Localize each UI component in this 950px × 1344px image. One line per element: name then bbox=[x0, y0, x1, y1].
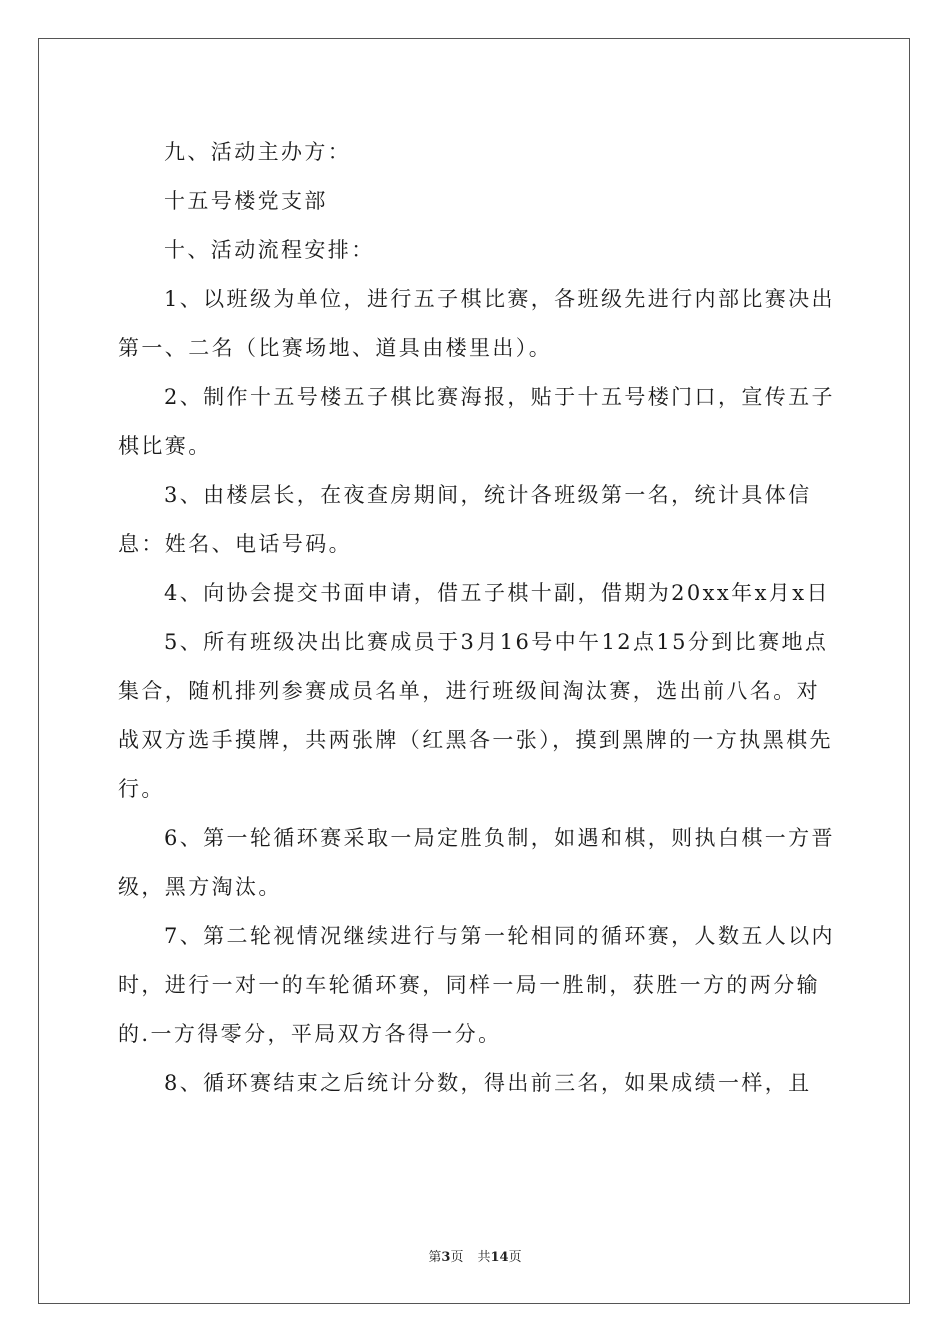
page-number-current: 3 bbox=[441, 1250, 451, 1265]
document-body bbox=[118, 128, 838, 1108]
paragraph-step-2: 2、制作十五号楼五子棋比赛海报，贴于十五号楼门口，宣传五子棋比赛。 bbox=[118, 385, 835, 458]
paragraph-process-heading: 十、活动流程安排： bbox=[164, 238, 375, 262]
paragraph-step-1: 1、以班级为单位，进行五子棋比赛，各班级先进行内部比赛决出第一、二名（比赛场地、道具由楼里出）。 bbox=[118, 287, 835, 360]
paragraph-organizer-heading: 九、活动主办方： bbox=[164, 140, 352, 164]
paragraph-step-5: 5、所有班级决出比赛成员于3月16号中午12点15分到比赛地点集合，随机排列参赛成员名单，进行班级间淘汰赛，选出前八名。对战双方选手摸牌，共两张牌（红黑各一张），摸到黑牌的一方执黑棋先行。 bbox=[118, 630, 833, 801]
page-total-suffix: 页 bbox=[508, 1250, 522, 1265]
paragraph-step-6: 6、第一轮循环赛采取一局定胜负制，如遇和棋，则执白棋一方晋级，黑方淘汰。 bbox=[118, 826, 835, 899]
paragraph-step-8: 8、循环赛结束之后统计分数，得出前三名，如果成绩一样，且 bbox=[164, 1071, 812, 1095]
paragraph-step-3: 3、由楼层长，在夜查房期间，统计各班级第一名，统计具体信息：姓名、电话号码。 bbox=[118, 483, 812, 556]
paragraph-step-4: 4、向协会提交书面申请，借五子棋十副，借期为20xx年x月x日 bbox=[164, 581, 830, 605]
page-total: 14 bbox=[490, 1250, 509, 1265]
page-number-suffix: 页 bbox=[450, 1250, 464, 1265]
page-total-prefix: 共 bbox=[477, 1250, 491, 1265]
paragraph-step-7: 7、第二轮视情况继续进行与第一轮相同的循环赛，人数五人以内时，进行一对一的车轮循环赛，同样一局一胜制，获胜一方的两分输的.一方得零分，平局双方各得一分。 bbox=[118, 924, 835, 1046]
page-number-prefix: 第 bbox=[428, 1250, 442, 1265]
paragraph-organizer: 十五号楼党支部 bbox=[164, 189, 328, 213]
page-footer bbox=[0, 1246, 950, 1265]
